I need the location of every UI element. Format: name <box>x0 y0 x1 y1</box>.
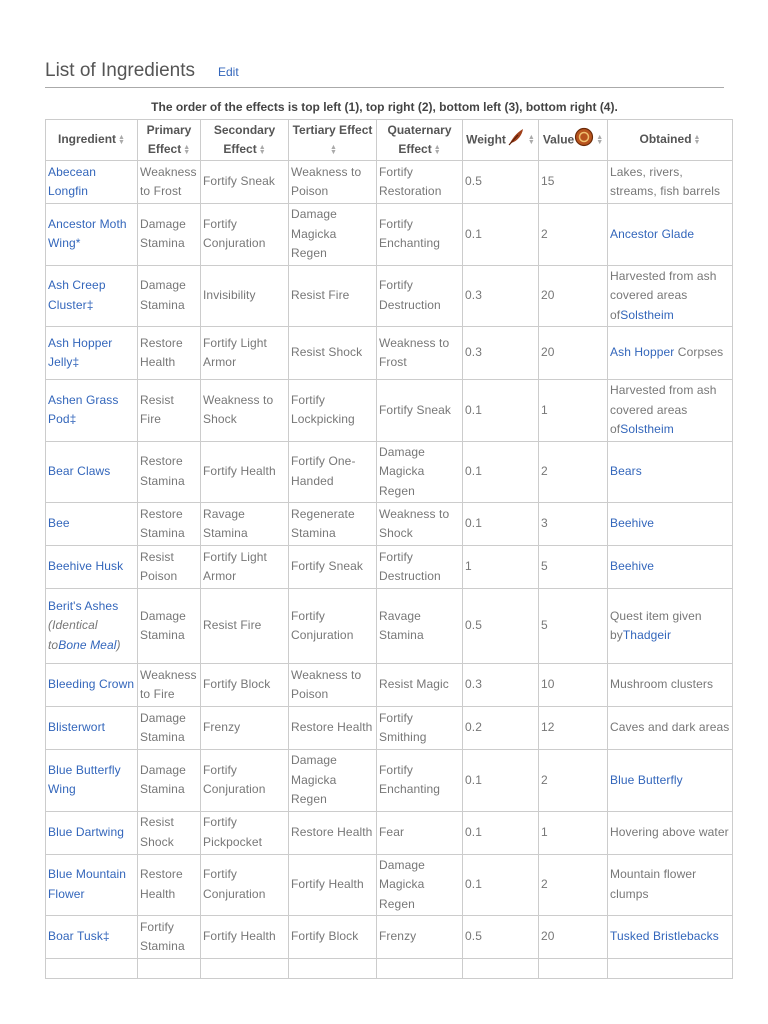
obtained-source: Quest item given byThadgeir <box>608 589 733 664</box>
quaternary-effect: Fear <box>377 811 463 854</box>
gold-value: 20 <box>539 265 608 327</box>
ingredient-link[interactable]: Bleeding Crown <box>48 677 135 692</box>
primary-effect: Damage Stamina <box>138 750 201 812</box>
header-ingredient[interactable]: Ingredient ▲ ▼ <box>46 120 138 161</box>
obtained-source <box>608 546 733 589</box>
obtained-link[interactable]: Beehive <box>610 559 655 574</box>
primary-effect: Damage Stamina <box>138 707 201 750</box>
table-row <box>46 503 733 546</box>
tertiary-effect: Restore Health <box>289 707 377 750</box>
weight-value: 0.3 <box>463 327 539 380</box>
edit-link[interactable]: Edit <box>218 65 239 79</box>
ingredient-name[interactable] <box>46 380 138 442</box>
quaternary-effect: Fortify Destruction <box>377 546 463 589</box>
ingredient-name[interactable] <box>46 811 138 854</box>
secondary-effect: Invisibility <box>201 265 289 327</box>
ingredient-name[interactable] <box>46 916 138 959</box>
quaternary-effect: Resist Magic <box>377 664 463 707</box>
obtained-link[interactable]: Solstheim <box>620 422 674 436</box>
primary-effect: Resist Fire <box>138 380 201 442</box>
secondary-effect: Fortify Light Armor <box>201 546 289 589</box>
header-quaternary-effect[interactable]: Quaternary Effect ▲ ▼ <box>377 120 463 161</box>
obtained-link[interactable]: Bears <box>610 464 642 478</box>
gold-value: 10 <box>539 664 608 707</box>
weight-value: 0.1 <box>463 750 539 812</box>
secondary-effect: Fortify Pickpocket <box>201 811 289 854</box>
table-row <box>46 546 733 589</box>
tertiary-effect: Damage Magicka Regen <box>289 750 377 812</box>
tertiary-effect: Weakness to Poison <box>289 161 377 204</box>
obtained-source <box>608 204 733 266</box>
secondary-effect: Fortify Conjuration <box>201 204 289 266</box>
obtained-source: Ash Hopper Corpses <box>608 327 733 380</box>
ingredient-link[interactable]: Ancestor Moth Wing* <box>48 216 127 251</box>
ingredient-name[interactable] <box>46 441 138 503</box>
tertiary-effect: Restore Health <box>289 811 377 854</box>
secondary-effect: Fortify Conjuration <box>201 750 289 812</box>
ingredient-link[interactable]: Ash Hopper Jelly‡ <box>48 335 113 369</box>
header-primary-effect[interactable]: Primary Effect ▲ ▼ <box>138 120 201 161</box>
table-row <box>46 707 733 750</box>
coin-icon <box>574 127 594 154</box>
obtained-source: Mushroom clusters <box>608 664 733 707</box>
obtained-source: Mountain flower clumps <box>608 854 733 916</box>
ingredient-link[interactable]: Blue Dartwing <box>48 824 125 839</box>
gold-value: 3 <box>539 503 608 546</box>
feather-icon <box>506 127 526 154</box>
table-row <box>46 161 733 204</box>
ingredient-name[interactable] <box>46 204 138 266</box>
ingredient-link[interactable]: Blue Mountain Flower <box>48 867 127 901</box>
tertiary-effect: Fortify Lockpicking <box>289 380 377 442</box>
ingredient-link[interactable]: Bee <box>48 516 70 531</box>
table-cell <box>201 959 289 979</box>
ingredient-link[interactable]: Blisterwort <box>48 720 106 735</box>
ingredient-name[interactable] <box>46 750 138 812</box>
table-row <box>46 441 733 503</box>
header-value[interactable]: Value ▲ ▼ <box>539 120 608 161</box>
tertiary-effect: Fortify Block <box>289 916 377 959</box>
weight-value: 0.2 <box>463 707 539 750</box>
primary-effect: Restore Health <box>138 327 201 380</box>
table-row <box>46 589 733 664</box>
obtained-source: Harvested from ash covered areas ofSolstheim <box>608 380 733 442</box>
gold-value: 2 <box>539 204 608 266</box>
table-row <box>46 327 733 380</box>
weight-value: 0.3 <box>463 664 539 707</box>
primary-effect: Restore Stamina <box>138 503 201 546</box>
table-cell <box>289 959 377 979</box>
quaternary-effect: Fortify Smithing <box>377 707 463 750</box>
ingredient-link[interactable]: Ashen Grass Pod‡ <box>48 392 119 427</box>
ingredient-link[interactable]: Bear Claws <box>48 464 111 478</box>
primary-effect: Fortify Stamina <box>138 916 201 959</box>
primary-effect: Damage Stamina <box>138 204 201 266</box>
ingredient-name[interactable] <box>46 707 138 750</box>
ingredient-name[interactable] <box>46 546 138 589</box>
table-row <box>46 380 733 442</box>
quaternary-effect: Fortify Enchanting <box>377 750 463 812</box>
tertiary-effect: Weakness to Poison <box>289 664 377 707</box>
gold-value: 1 <box>539 811 608 854</box>
tertiary-effect: Damage Magicka Regen <box>289 204 377 266</box>
tertiary-effect: Resist Shock <box>289 327 377 380</box>
gold-value: 1 <box>539 380 608 442</box>
gold-value: 2 <box>539 441 608 503</box>
quaternary-effect: Fortify Sneak <box>377 380 463 442</box>
table-cell <box>46 959 138 979</box>
ingredient-name[interactable] <box>46 589 138 664</box>
primary-effect: Damage Stamina <box>138 265 201 327</box>
tertiary-effect: Fortify Conjuration <box>289 589 377 664</box>
gold-value: 20 <box>539 327 608 380</box>
gold-value: 12 <box>539 707 608 750</box>
page-title: List of Ingredients <box>45 60 195 81</box>
obtained-link[interactable]: Tusked Bristlebacks <box>610 929 719 944</box>
header-secondary-effect[interactable]: Secondary Effect ▲ ▼ <box>201 120 289 161</box>
sort-arrows-icon[interactable]: ▲ ▼ <box>118 134 125 147</box>
secondary-effect: Frenzy <box>201 707 289 750</box>
header-obtained[interactable]: Obtained ▲ ▼ <box>608 120 733 161</box>
weight-value: 0.1 <box>463 380 539 442</box>
ingredient-name[interactable] <box>46 664 138 707</box>
table-row <box>46 916 733 959</box>
weight-value: 0.1 <box>463 854 539 916</box>
secondary-effect: Fortify Sneak <box>201 161 289 204</box>
ingredient-link[interactable]: Abecean Longfin <box>48 164 97 198</box>
sort-arrows-icon[interactable]: ▲ ▼ <box>527 134 535 146</box>
table-cell <box>539 959 608 979</box>
ingredient-name[interactable] <box>46 327 138 380</box>
header-weight[interactable]: Weight ▲ ▼ <box>463 120 539 161</box>
primary-effect: Resist Shock <box>138 811 201 854</box>
weight-value: 0.1 <box>463 503 539 546</box>
quaternary-effect: Damage Magicka Regen <box>377 854 463 916</box>
ingredient-link[interactable]: Beehive Husk <box>48 559 124 574</box>
obtained-link[interactable]: Thadgeir <box>622 628 672 642</box>
obtained-source: Caves and dark areas <box>608 707 733 750</box>
quaternary-effect: Frenzy <box>377 916 463 959</box>
secondary-effect: Ravage Stamina <box>201 503 289 546</box>
table-cell <box>608 959 733 979</box>
weight-value: 0.5 <box>463 916 539 959</box>
page-header <box>45 58 724 88</box>
secondary-effect: Fortify Conjuration <box>201 854 289 916</box>
ingredient-link[interactable]: Boar Tusk‡ <box>48 929 110 944</box>
ingredient-name[interactable] <box>46 265 138 327</box>
gold-value: 15 <box>539 161 608 204</box>
obtained-link[interactable]: Beehive <box>610 516 655 531</box>
secondary-effect: Resist Fire <box>201 589 289 664</box>
quaternary-effect: Fortify Enchanting <box>377 204 463 266</box>
obtained-link[interactable]: Ash Hopper <box>610 345 675 360</box>
weight-value: 0.1 <box>463 441 539 503</box>
gold-value: 2 <box>539 750 608 812</box>
note-link[interactable]: Bone Meal <box>58 637 117 652</box>
sort-arrows-icon[interactable]: ▲ ▼ <box>433 143 441 156</box>
table-row <box>46 204 733 266</box>
obtained-source: Hovering above water <box>608 811 733 854</box>
quaternary-effect: Fortify Restoration <box>377 161 463 204</box>
obtained-source <box>608 750 733 812</box>
obtained-link[interactable]: Ancestor Glade <box>610 226 695 241</box>
weight-value: 1 <box>463 546 539 589</box>
header-tertiary-effect[interactable]: Tertiary Effect▲ ▼ <box>289 120 377 161</box>
ingredient-note: (Identical toBone Meal) <box>48 618 121 652</box>
obtained-source <box>608 503 733 546</box>
ingredient-link[interactable]: Ash Creep Cluster‡ <box>48 278 106 312</box>
secondary-effect: Weakness to Shock <box>201 380 289 442</box>
ingredient-name[interactable] <box>46 503 138 546</box>
tertiary-effect: Fortify One-Handed <box>289 441 377 503</box>
sort-arrows-icon[interactable]: ▲ ▼ <box>693 134 701 147</box>
sort-arrows-icon[interactable]: ▲ ▼ <box>183 143 191 156</box>
obtained-source <box>608 441 733 503</box>
primary-effect: Weakness to Frost <box>138 161 201 204</box>
obtained-source: Harvested from ash covered areas ofSolstheim <box>608 265 733 327</box>
table-caption: The order of the effects is top left (1), top right (2), bottom left (3), bottom right (4). <box>151 100 618 114</box>
tertiary-effect: Regenerate Stamina <box>289 503 377 546</box>
obtained-source: Lakes, rivers, streams, fish barrels <box>608 161 733 204</box>
sort-arrows-icon[interactable]: ▲ ▼ <box>330 143 337 156</box>
primary-effect: Weakness to Fire <box>138 664 201 707</box>
primary-effect: Restore Health <box>138 854 201 916</box>
table-row <box>46 959 733 979</box>
weight-value: 0.1 <box>463 204 539 266</box>
secondary-effect: Fortify Health <box>201 916 289 959</box>
quaternary-effect: Ravage Stamina <box>377 589 463 664</box>
secondary-effect: Fortify Light Armor <box>201 327 289 380</box>
obtained-source <box>608 916 733 959</box>
secondary-effect: Fortify Health <box>201 441 289 503</box>
table-row <box>46 265 733 327</box>
primary-effect: Resist Poison <box>138 546 201 589</box>
ingredient-name[interactable] <box>46 854 138 916</box>
table-cell <box>377 959 463 979</box>
weight-value: 0.5 <box>463 161 539 204</box>
quaternary-effect: Damage Magicka Regen <box>377 441 463 503</box>
gold-value: 5 <box>539 589 608 664</box>
table-row <box>46 854 733 916</box>
table-row <box>46 664 733 707</box>
primary-effect: Damage Stamina <box>138 589 201 664</box>
table-cell <box>138 959 201 979</box>
gold-value: 20 <box>539 916 608 959</box>
table-row <box>46 811 733 854</box>
weight-value: 0.5 <box>463 589 539 664</box>
obtained-link[interactable]: Solstheim <box>620 307 674 322</box>
tertiary-effect: Fortify Health <box>289 854 377 916</box>
secondary-effect: Fortify Block <box>201 664 289 707</box>
weight-value: 0.1 <box>463 811 539 854</box>
table-row <box>46 750 733 812</box>
table-header-row <box>46 120 733 161</box>
sort-arrows-icon[interactable]: ▲ ▼ <box>596 134 604 146</box>
ingredient-link[interactable]: Berit's Ashes <box>48 598 119 613</box>
obtained-link[interactable]: Blue Butterfly <box>610 772 683 787</box>
gold-value: 5 <box>539 546 608 589</box>
ingredients-table <box>45 119 733 979</box>
quaternary-effect: Weakness to Frost <box>377 327 463 380</box>
sort-arrows-icon[interactable]: ▲ ▼ <box>258 143 266 156</box>
ingredient-link[interactable]: Blue Butterfly Wing <box>48 762 121 797</box>
ingredient-name[interactable] <box>46 161 138 204</box>
weight-value: 0.3 <box>463 265 539 327</box>
gold-value: 2 <box>539 854 608 916</box>
tertiary-effect: Resist Fire <box>289 265 377 327</box>
quaternary-effect: Weakness to Shock <box>377 503 463 546</box>
quaternary-effect: Fortify Destruction <box>377 265 463 327</box>
table-cell <box>463 959 539 979</box>
tertiary-effect: Fortify Sneak <box>289 546 377 589</box>
primary-effect: Restore Stamina <box>138 441 201 503</box>
